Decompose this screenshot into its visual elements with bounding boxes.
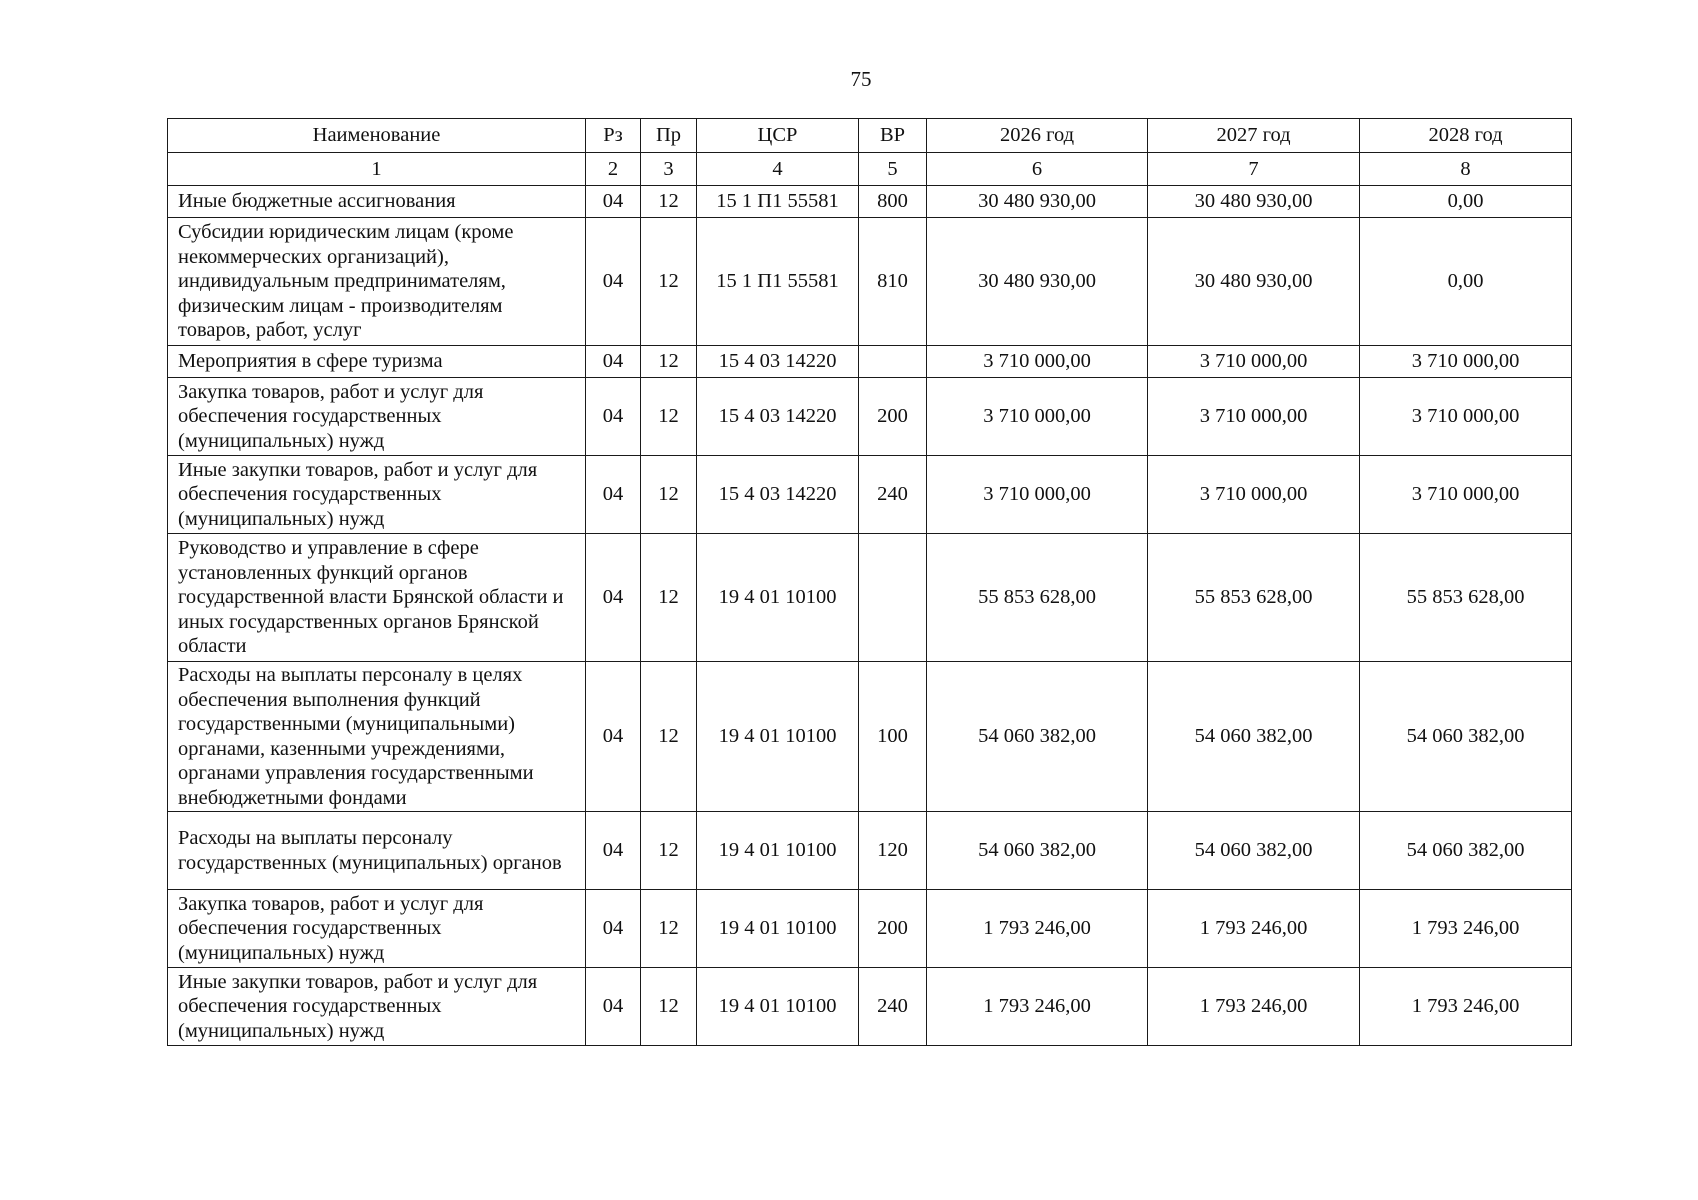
row-name-cell: Расходы на выплаты персоналу в целях обеспечения выполнения функций государственными (муниципальными) органами, казенными учреждениями, органами управления государственными внебюджетными фондами (168, 662, 586, 812)
row-vr-cell: 240 (859, 456, 927, 534)
row-amount-2027-cell: 1 793 246,00 (1148, 890, 1360, 968)
row-amount-2027-cell: 3 710 000,00 (1148, 346, 1360, 378)
header-cell-2027: 2027 год (1148, 119, 1360, 153)
row-amount-2026-cell: 54 060 382,00 (927, 662, 1148, 812)
table-row (168, 534, 1572, 662)
row-rz-cell: 04 (586, 346, 641, 378)
column-number-8: 8 (1360, 153, 1572, 186)
row-amount-2027-cell: 30 480 930,00 (1148, 218, 1360, 346)
row-pr-cell: 12 (641, 534, 697, 662)
row-pr-cell: 12 (641, 968, 697, 1046)
row-name-cell: Руководство и управление в сфере установленных функций органов государственной власти Брянской области и иных государственных органов Брянской области (168, 534, 586, 662)
table-row (168, 218, 1572, 346)
row-pr-cell: 12 (641, 812, 697, 890)
row-name-cell: Иные закупки товаров, работ и услуг для обеспечения государственных (муниципальных) нужд (168, 456, 586, 534)
row-name-cell: Закупка товаров, работ и услуг для обеспечения государственных (муниципальных) нужд (168, 890, 586, 968)
row-amount-2028-cell: 1 793 246,00 (1360, 890, 1572, 968)
row-amount-2026-cell: 1 793 246,00 (927, 890, 1148, 968)
row-amount-2026-cell: 30 480 930,00 (927, 218, 1148, 346)
header-cell-vr: ВР (859, 119, 927, 153)
header-cell-rz: Рз (586, 119, 641, 153)
column-number-6: 6 (927, 153, 1148, 186)
row-pr-cell: 12 (641, 890, 697, 968)
row-amount-2026-cell: 55 853 628,00 (927, 534, 1148, 662)
row-amount-2028-cell: 0,00 (1360, 186, 1572, 218)
row-vr-cell (859, 534, 927, 662)
row-rz-cell: 04 (586, 534, 641, 662)
table-row (168, 890, 1572, 968)
table-row (168, 186, 1572, 218)
table-row (168, 378, 1572, 456)
row-name-cell: Мероприятия в сфере туризма (168, 346, 586, 378)
row-name-cell: Иные бюджетные ассигнования (168, 186, 586, 218)
column-number-3: 3 (641, 153, 697, 186)
row-amount-2026-cell: 3 710 000,00 (927, 346, 1148, 378)
column-number-4: 4 (697, 153, 859, 186)
budget-table (167, 118, 1572, 1046)
row-name-cell: Субсидии юридическим лицам (кроме некоммерческих организаций), индивидуальным предпринимателям, физическим лицам - производителям товаров, работ, услуг (168, 218, 586, 346)
row-csr-cell: 19 4 01 10100 (697, 812, 859, 890)
row-rz-cell: 04 (586, 456, 641, 534)
header-cell-2026: 2026 год (927, 119, 1148, 153)
row-amount-2027-cell: 55 853 628,00 (1148, 534, 1360, 662)
row-amount-2028-cell: 1 793 246,00 (1360, 968, 1572, 1046)
row-csr-cell: 19 4 01 10100 (697, 890, 859, 968)
row-vr-cell: 200 (859, 890, 927, 968)
row-pr-cell: 12 (641, 662, 697, 812)
header-row (168, 119, 1572, 153)
row-pr-cell: 12 (641, 346, 697, 378)
row-vr-cell: 120 (859, 812, 927, 890)
table-row (168, 968, 1572, 1046)
row-csr-cell: 19 4 01 10100 (697, 662, 859, 812)
row-name-cell: Закупка товаров, работ и услуг для обеспечения государственных (муниципальных) нужд (168, 378, 586, 456)
row-amount-2028-cell: 55 853 628,00 (1360, 534, 1572, 662)
row-amount-2026-cell: 30 480 930,00 (927, 186, 1148, 218)
header-cell-pr: Пр (641, 119, 697, 153)
row-pr-cell: 12 (641, 456, 697, 534)
table-row (168, 456, 1572, 534)
row-rz-cell: 04 (586, 218, 641, 346)
row-vr-cell: 240 (859, 968, 927, 1046)
row-amount-2026-cell: 1 793 246,00 (927, 968, 1148, 1046)
header-cell-csr: ЦСР (697, 119, 859, 153)
row-csr-cell: 15 1 П1 55581 (697, 186, 859, 218)
row-name-cell: Иные закупки товаров, работ и услуг для обеспечения государственных (муниципальных) нужд (168, 968, 586, 1046)
column-number-5: 5 (859, 153, 927, 186)
row-csr-cell: 19 4 01 10100 (697, 968, 859, 1046)
row-amount-2027-cell: 54 060 382,00 (1148, 812, 1360, 890)
table-row (168, 812, 1572, 890)
header-cell-2028: 2028 год (1360, 119, 1572, 153)
row-amount-2027-cell: 54 060 382,00 (1148, 662, 1360, 812)
row-amount-2026-cell: 3 710 000,00 (927, 456, 1148, 534)
row-amount-2027-cell: 3 710 000,00 (1148, 378, 1360, 456)
row-csr-cell: 15 1 П1 55581 (697, 218, 859, 346)
row-pr-cell: 12 (641, 378, 697, 456)
row-amount-2026-cell: 54 060 382,00 (927, 812, 1148, 890)
row-vr-cell: 800 (859, 186, 927, 218)
row-rz-cell: 04 (586, 662, 641, 812)
table-row (168, 662, 1572, 812)
row-csr-cell: 15 4 03 14220 (697, 346, 859, 378)
row-amount-2028-cell: 3 710 000,00 (1360, 346, 1572, 378)
column-number-7: 7 (1148, 153, 1360, 186)
row-amount-2028-cell: 3 710 000,00 (1360, 378, 1572, 456)
row-amount-2028-cell: 54 060 382,00 (1360, 812, 1572, 890)
row-vr-cell: 100 (859, 662, 927, 812)
row-amount-2026-cell: 3 710 000,00 (927, 378, 1148, 456)
page-number: 75 (850, 67, 872, 91)
row-csr-cell: 15 4 03 14220 (697, 456, 859, 534)
row-amount-2028-cell: 3 710 000,00 (1360, 456, 1572, 534)
row-name-cell: Расходы на выплаты персоналу государственных (муниципальных) органов (168, 812, 586, 890)
row-rz-cell: 04 (586, 968, 641, 1046)
row-amount-2027-cell: 30 480 930,00 (1148, 186, 1360, 218)
row-rz-cell: 04 (586, 186, 641, 218)
row-rz-cell: 04 (586, 812, 641, 890)
row-csr-cell: 15 4 03 14220 (697, 378, 859, 456)
column-number-2: 2 (586, 153, 641, 186)
row-pr-cell: 12 (641, 186, 697, 218)
table-row (168, 346, 1572, 378)
header-cell-name: Наименование (168, 119, 586, 153)
row-vr-cell (859, 346, 927, 378)
row-amount-2027-cell: 1 793 246,00 (1148, 968, 1360, 1046)
column-number-row (168, 153, 1572, 186)
row-rz-cell: 04 (586, 890, 641, 968)
row-vr-cell: 200 (859, 378, 927, 456)
row-rz-cell: 04 (586, 378, 641, 456)
row-pr-cell: 12 (641, 218, 697, 346)
column-number-1: 1 (168, 153, 586, 186)
row-amount-2028-cell: 54 060 382,00 (1360, 662, 1572, 812)
row-amount-2028-cell: 0,00 (1360, 218, 1572, 346)
row-vr-cell: 810 (859, 218, 927, 346)
row-amount-2027-cell: 3 710 000,00 (1148, 456, 1360, 534)
row-csr-cell: 19 4 01 10100 (697, 534, 859, 662)
